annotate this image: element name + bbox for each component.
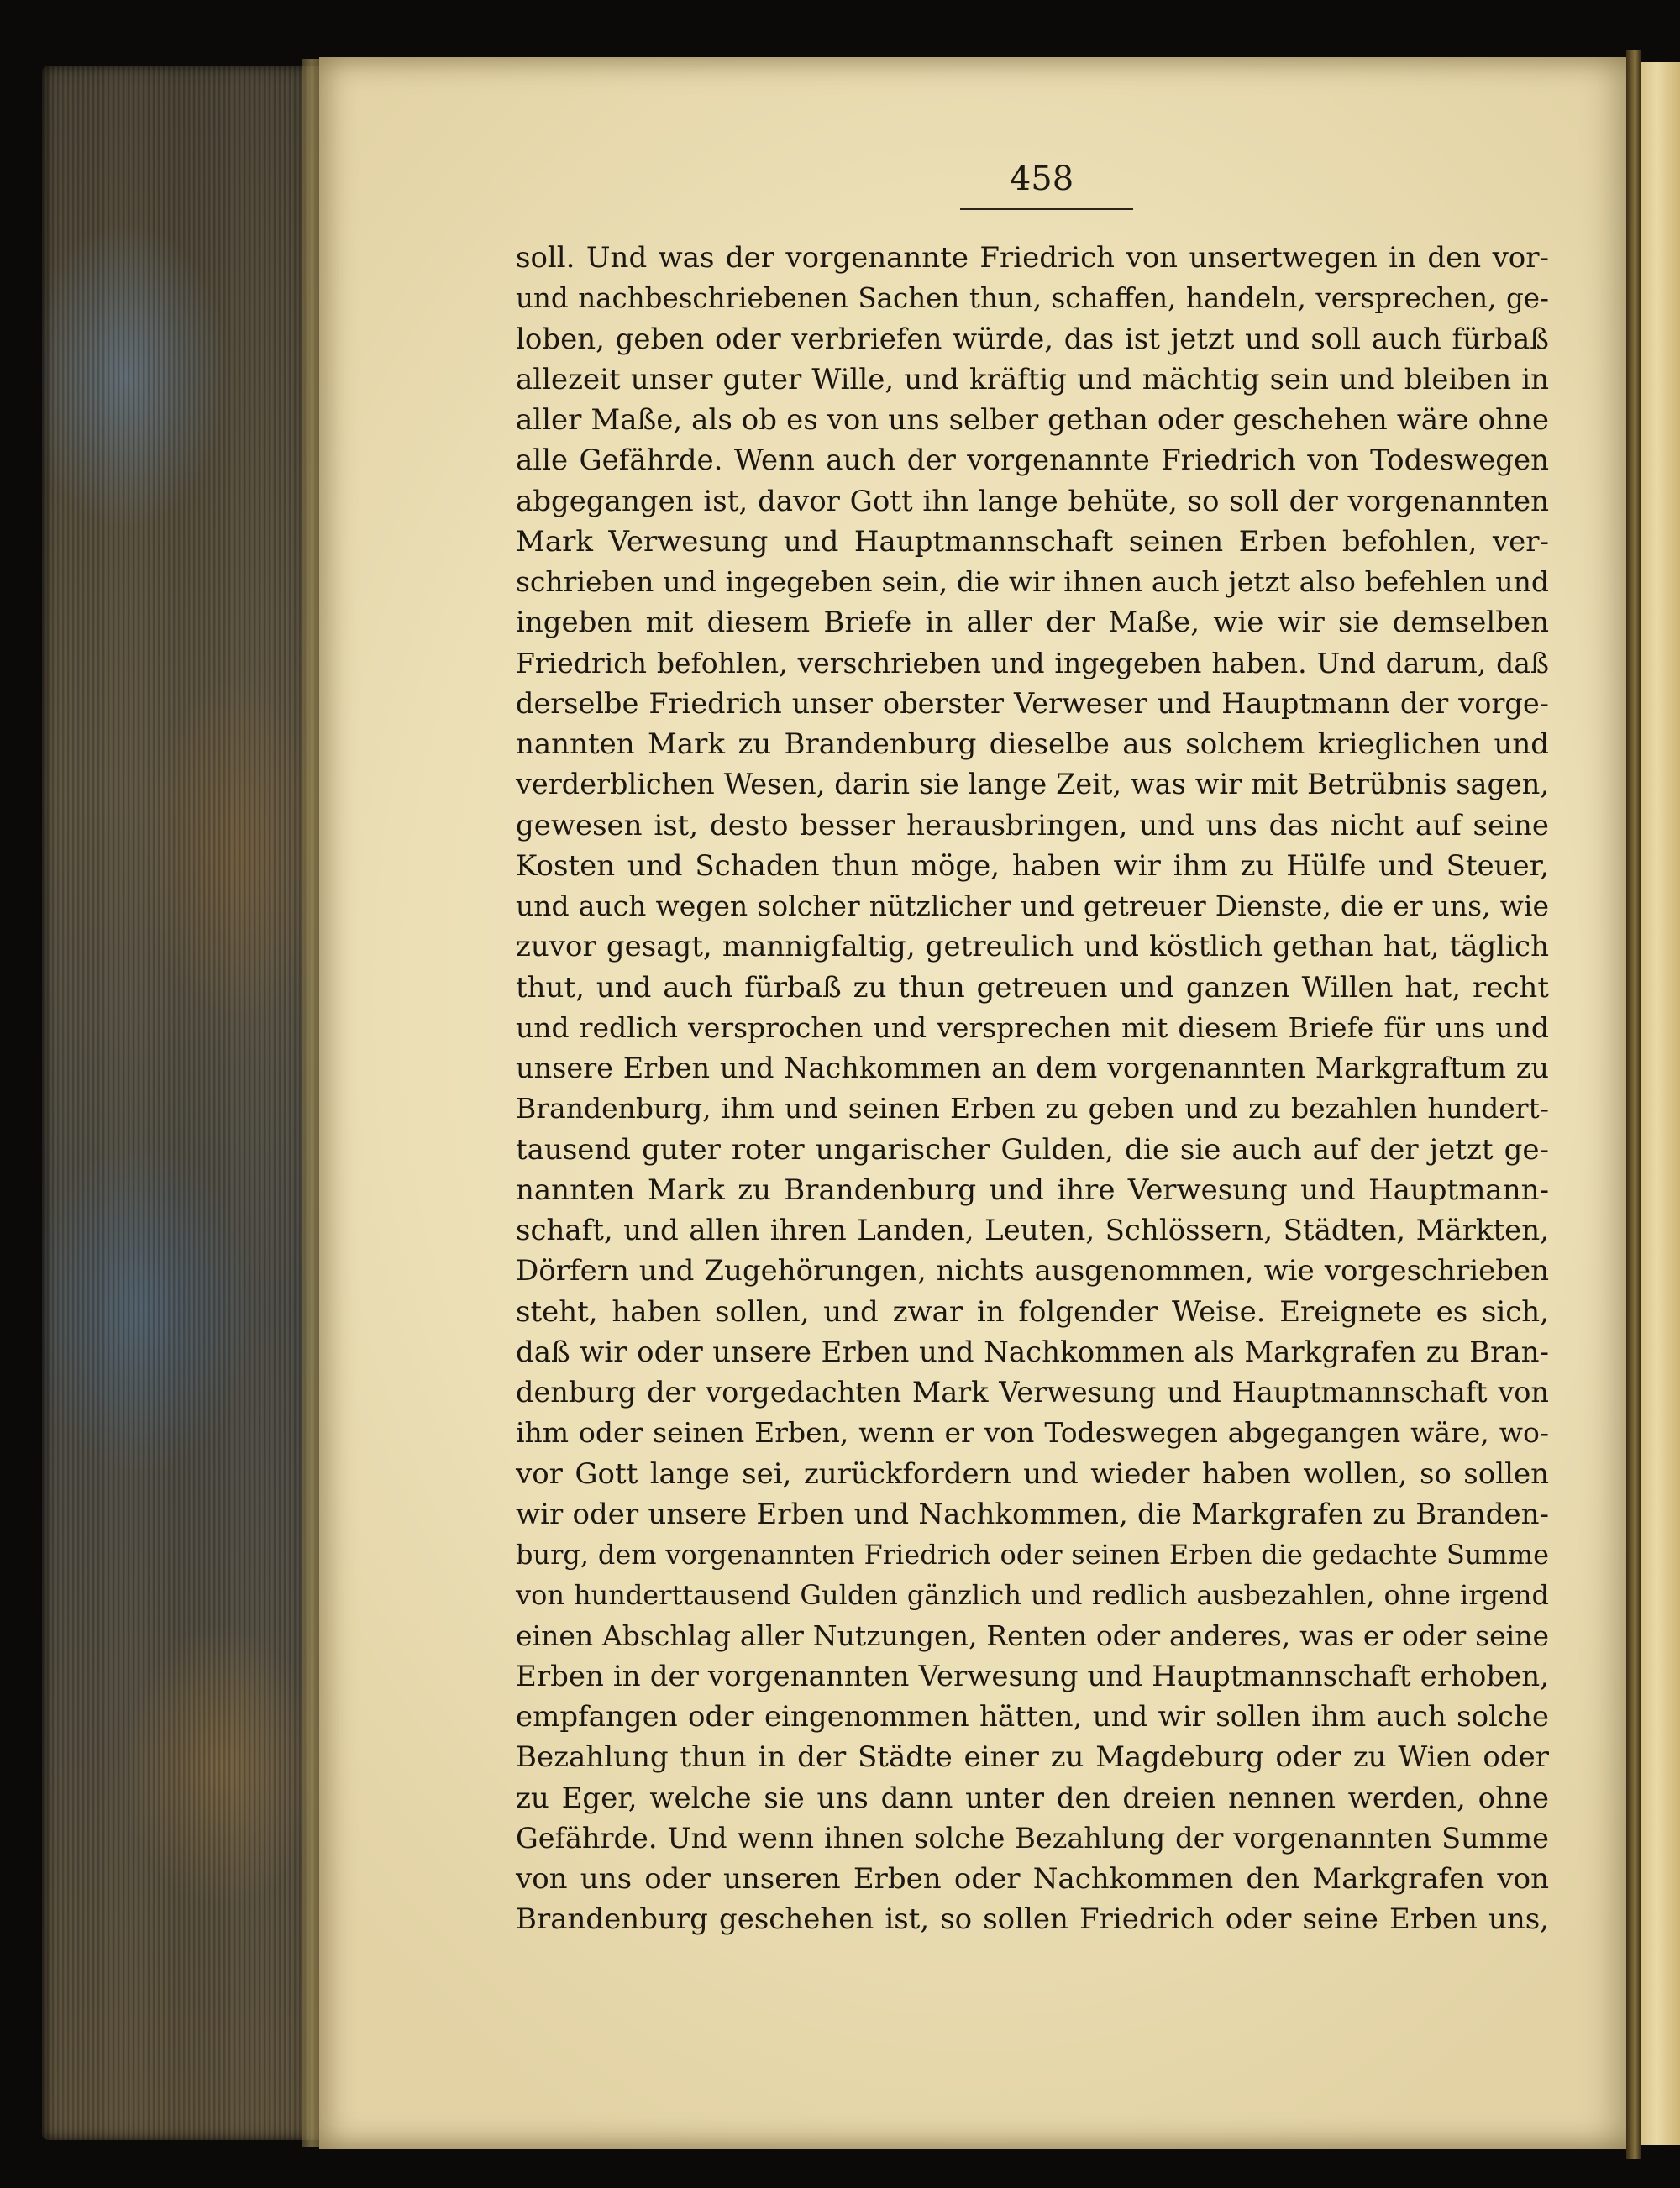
text-line: loben, geben oder verbriefen würde, das ist jetzt und soll auch fürbaß [516,322,1549,356]
text-line: ingeben mit diesem Briefe in aller der Maße, wie wir sie demselben [516,606,1549,640]
text-line: Dörfern und Zugehörungen, nichts ausgenommen, wie vorgeschrieben [516,1254,1549,1288]
text-line: vor Gott lange sei, zurückfordern und wieder haben wollen, so sollen [516,1456,1549,1491]
text-line: zu Eger, welche sie uns dann unter den dreien nennen werden, ohne [516,1781,1549,1815]
text-line: Friedrich befohlen, verschrieben und ingegeben haben. Und darum, daß [516,646,1549,679]
body-text [516,238,1549,1940]
text-line: und nachbeschriebenen Sachen thun, schaffen, handeln, versprechen, ge- [516,282,1549,315]
book-page-edges [42,66,319,2140]
next-page-sliver [1641,62,1680,2145]
page-number-rule [960,208,1133,210]
text-line: aller Maße, als ob es von uns selber gethan oder geschehen wäre ohne [516,403,1549,437]
text-line: verderblichen Wesen, darin sie lange Zeit, was wir mit Betrübnis sagen, [516,768,1549,801]
text-line: thut, und auch fürbaß zu thun getreuen und ganzen Willen hat, recht [516,970,1549,1005]
text-line: daß wir oder unsere Erben und Nachkommen als Markgrafen zu Bran- [516,1335,1549,1369]
text-line: und auch wegen solcher nützlicher und getreuer Dienste, die er uns, wie [516,889,1549,922]
text-line: Brandenburg, ihm und seinen Erben zu geben und zu bezahlen hundert- [516,1092,1549,1125]
text-line: schrieben und ingegeben sein, die wir ihnen auch jetzt also befehlen und [516,565,1549,598]
page-number: 458 [1009,160,1074,198]
text-line: soll. Und was der vorgenannte Friedrich von unsertwegen in den vor- [516,241,1549,275]
text-line: schaft, und allen ihren Landen, Leuten, Schlössern, Städten, Märkten, [516,1214,1549,1247]
text-line: abgegangen ist, davor Gott ihn lange behüte, so soll der vorgenannten [516,484,1549,518]
text-line: gewesen ist, desto besser herausbringen, und uns das nicht auf seine [516,808,1549,842]
text-line: einen Abschlag aller Nutzungen, Renten oder anderes, was er oder seine [516,1619,1549,1652]
text-line: ihm oder seinen Erben, wenn er von Todeswegen abgegangen wäre, wo- [516,1416,1549,1450]
text-line: steht, haben sollen, und zwar in folgender Weise. Ereignete es sich, [516,1294,1549,1329]
text-line: Kosten und Schaden thun möge, haben wir ihm zu Hülfe und Steuer, [516,848,1549,883]
text-line: von hunderttausend Gulden gänzlich und redlich ausbezahlen, ohne irgend [516,1579,1549,1612]
text-line: alle Gefährde. Wenn auch der vorgenannte Friedrich von Todeswegen [516,443,1549,478]
text-line: zuvor gesagt, mannigfaltig, getreulich und köstlich gethan hat, täglich [516,930,1549,964]
text-line: Gefährde. Und wenn ihnen solche Bezahlung der vorgenannten Summe [516,1821,1549,1855]
text-line: Bezahlung thun in der Städte einer zu Magdeburg oder zu Wien oder [516,1740,1549,1775]
text-line: empfangen oder eingenommen hätten, und wir sollen ihm auch solche [516,1700,1549,1734]
page-edge-rim [302,59,321,2147]
text-line: und redlich versprochen und versprechen mit diesem Briefe für uns und [516,1010,1549,1044]
text-line: Mark Verwesung und Hauptmannschaft seinen Erben befohlen, ver- [516,524,1549,559]
text-line: allezeit unser guter Wille, und kräftig und mächtig sein und bleiben in [516,362,1549,396]
text-line: derselbe Friedrich unser oberster Verweser und Hauptmann der vorge- [516,686,1549,720]
text-line: wir oder unsere Erben und Nachkommen, die Markgrafen zu Branden- [516,1497,1549,1531]
book-gutter [1626,50,1641,2159]
text-line: unsere Erben und Nachkommen an dem vorgenannten Markgraftum zu [516,1052,1549,1084]
text-line: tausend guter roter ungarischer Gulden, die sie auch auf der jetzt ge- [516,1132,1549,1167]
text-line: nannten Mark zu Brandenburg dieselbe aus solchem krieglichen und [516,727,1549,761]
text-line: von uns oder unseren Erben oder Nachkommen den Markgrafen von [516,1862,1549,1896]
text-line: Erben in der vorgenannten Verwesung und Hauptmannschaft erhoben, [516,1659,1549,1693]
text-line: burg, dem vorgenannten Friedrich oder seinen Erben die gedachte Summe [516,1539,1549,1571]
text-line: Brandenburg geschehen ist, so sollen Friedrich oder seine Erben uns, [516,1902,1549,1937]
text-line: denburg der vorgedachten Mark Verwesung und Hauptmannschaft von [516,1376,1549,1409]
text-line: nannten Mark zu Brandenburg und ihre Verwesung und Hauptmann- [516,1173,1549,1207]
